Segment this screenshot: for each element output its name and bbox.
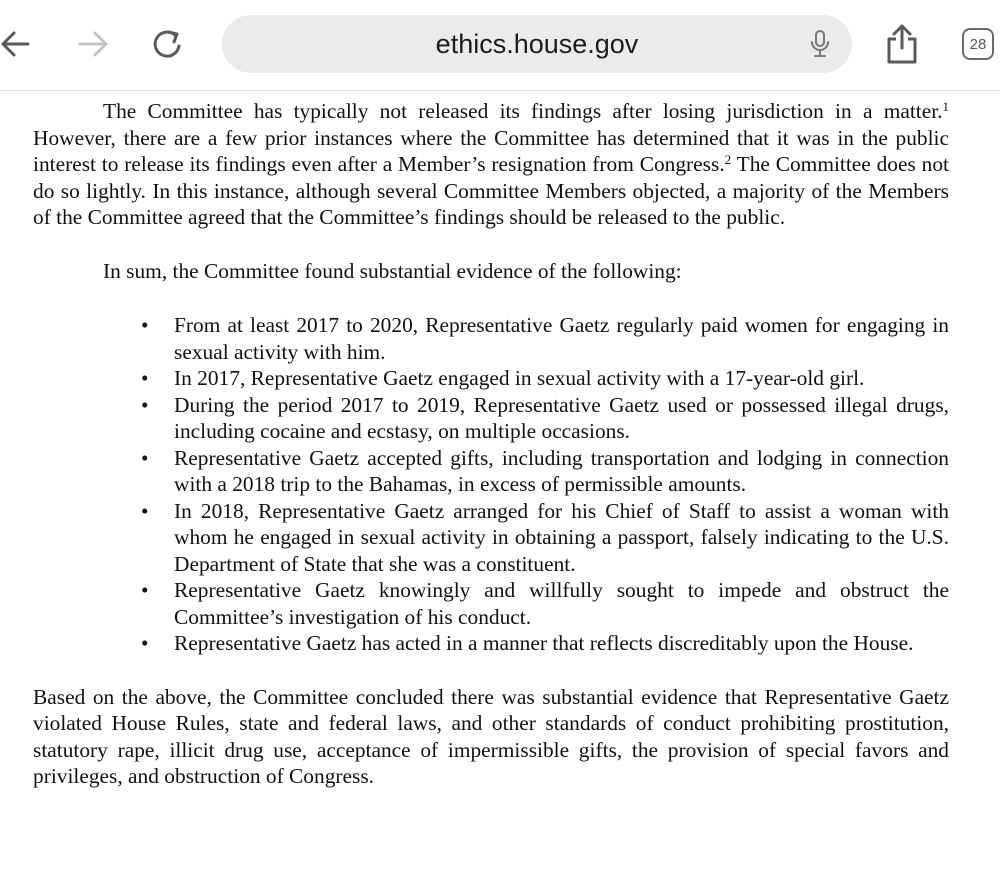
finding-text: Representative Gaetz has acted in a manner that reflects discreditably upon the House. — [174, 631, 914, 655]
bullet-icon: • — [141, 498, 149, 523]
finding-item — [33, 630, 949, 657]
finding-item — [33, 445, 949, 498]
finding-item — [33, 392, 949, 445]
microphone-icon — [808, 29, 832, 59]
intro-sentence-2: However, there are a few prior instances where the Committee has determined that it was in the public interest to release its findings even after a Member’s resignation from Congress. — [33, 125, 949, 176]
bullet-icon: • — [141, 445, 149, 470]
finding-text: In 2018, Representative Gaetz arranged for his Chief of Staff to assist a woman with whom he engaged in sexual activity in obtaining a passport, falsely indicating to the U.S. Department of State that she was a constituent. — [174, 498, 949, 576]
footnote-ref-1[interactable]: 1 — [942, 99, 949, 114]
browser-toolbar — [0, 0, 1000, 91]
tabs-button[interactable] — [962, 28, 994, 60]
tab-count: 28 — [969, 35, 987, 53]
arrow-left-icon — [0, 24, 38, 64]
address-bar[interactable] — [222, 15, 852, 73]
bullet-icon: • — [141, 631, 149, 655]
finding-item — [33, 312, 949, 365]
finding-text: During the period 2017 to 2019, Representative Gaetz used or possessed illegal drugs, including cocaine and ecstasy, on multiple occasions. — [174, 392, 949, 443]
bullet-icon: • — [141, 313, 149, 337]
bullet-icon: • — [141, 392, 149, 417]
forward-button[interactable] — [70, 22, 114, 66]
bullet-icon: • — [141, 366, 149, 390]
finding-item — [33, 498, 949, 578]
share-button[interactable] — [878, 20, 926, 68]
back-button[interactable] — [0, 22, 40, 66]
share-icon — [884, 22, 920, 66]
bullet-icon: • — [141, 578, 149, 602]
voice-search-button[interactable] — [805, 29, 835, 59]
conclusion-paragraph: Based on the above, the Committee concluded there was substantial evidence that Representative Gaetz violated House Rules, state and federal laws, and other standards of conduct prohibiting prostitution, statutory rape, illicit drug use, acceptance of impermissible gifts, the provision of special favors and privileges, and obstruction of Congress. — [33, 684, 949, 788]
findings-list — [33, 312, 949, 657]
finding-text: From at least 2017 to 2020, Representative Gaetz regularly paid women for engaging in sexual activity with him. — [174, 313, 949, 364]
finding-text: Representative Gaetz accepted gifts, including transportation and lodging in connection with a 2018 trip to the Bahamas, in excess of permissible amounts. — [174, 445, 949, 496]
finding-item — [33, 577, 949, 630]
document-body — [33, 98, 949, 790]
reload-icon — [148, 24, 188, 64]
url-text[interactable]: ethics.house.gov — [435, 29, 639, 59]
intro-paragraph — [33, 98, 949, 231]
summary-lead: In sum, the Committee found substantial evidence of the following: — [103, 258, 682, 283]
footnote-ref-2[interactable]: 2 — [724, 152, 732, 167]
arrow-right-icon — [72, 24, 112, 64]
reload-button[interactable] — [146, 22, 190, 66]
intro-sentence-3: The Committee does not do so lightly. In this instance, although several Committee Members objected, a majority of the Members of the Committee agreed that the Committee’s findings should be released to the public. — [33, 152, 949, 229]
finding-text: Representative Gaetz knowingly and willfully sought to impede and obstruct the Committee’s investigation of his conduct. — [174, 578, 949, 629]
finding-item — [33, 365, 949, 392]
intro-sentence-1: The Committee has typically not released its findings after losing jurisdiction in a matter. — [103, 99, 943, 123]
finding-text: In 2017, Representative Gaetz engaged in sexual activity with a 17-year-old girl. — [174, 366, 865, 390]
